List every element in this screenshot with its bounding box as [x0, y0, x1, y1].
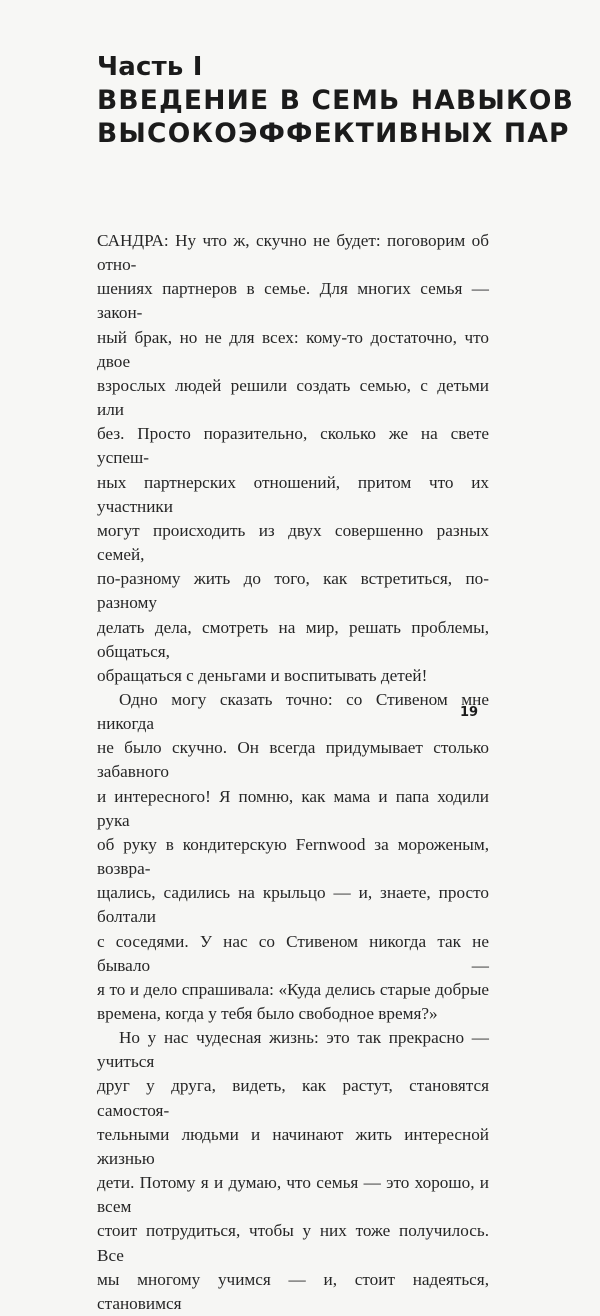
part-label: Часть I [97, 52, 203, 82]
text-line: обращаться с деньгами и воспитывать детей! [97, 665, 428, 685]
text-line: Но у нас чудесная жизнь: это так прекрасно — учиться [97, 1028, 489, 1072]
body-text [97, 229, 489, 1316]
text-line: и интересного! Я помню, как мама и папа ходили рука [97, 786, 489, 830]
text-line: об руку в кондитерскую Fernwood за мороженым, возвра- [97, 834, 489, 879]
text-line: стоит потрудиться, чтобы у них тоже получилось. Все [97, 1221, 489, 1265]
page-number: 19 [460, 705, 479, 720]
text-line: ный брак, но не для всех: кому-то достаточно, что двое [97, 327, 489, 371]
text-line: щались, садились на крыльцо — и, знаете, просто болтали [97, 883, 489, 927]
chapter-title-line-1: ВВЕДЕНИЕ В СЕМЬ НАВЫКОВ [97, 85, 574, 116]
text-line: дети. Потому я и думаю, что семья — это хорошо, и всем [97, 1173, 489, 1217]
text-line: могут происходить из двух совершенно разных семей, [97, 520, 489, 565]
text-line: Одно могу сказать точно: со Стивеном мне никогда [97, 689, 489, 734]
text-line: не было скучно. Он всегда придумывает столько забавного [97, 738, 489, 782]
paragraph-1 [97, 229, 489, 688]
text-line: тельными людьми и начинают жить интересной жизнью [97, 1124, 489, 1168]
text-line: САНДРА: Ну что ж, скучно не будет: поговорим об отно- [97, 231, 489, 275]
chapter-title-line-2: ВЫСОКОЭФФЕКТИВНЫХ ПАР [97, 118, 570, 149]
text-line: друг у друга, видеть, как растут, становятся самостоя- [97, 1076, 489, 1120]
paragraph-3 [97, 1026, 489, 1316]
text-line: шениях партнеров в семье. Для многих семья — закон- [97, 279, 489, 323]
text-line: по-разному жить до того, как встретиться, по-разному [97, 569, 489, 613]
paragraph-2 [97, 688, 489, 1026]
text-line: я то и дело спрашивала: «Куда делись старые добрые [97, 979, 489, 999]
chapter-title [97, 84, 574, 150]
text-line: с соседями. У нас со Стивеном никогда так не бывало — [97, 931, 489, 975]
text-line: взрослых людей решили создать семью, с детьми или [97, 375, 489, 420]
text-line: ных партнерских отношений, притом что их участники [97, 472, 489, 516]
text-line: времена, когда у тебя было свободное время?» [97, 1004, 438, 1023]
text-line: мы многому учимся — и, стоит надеяться, становимся [97, 1269, 489, 1313]
text-line: без. Просто поразительно, сколько же на свете успеш- [97, 424, 489, 468]
text-line: делать дела, смотреть на мир, решать проблемы, общаться, [97, 617, 489, 661]
